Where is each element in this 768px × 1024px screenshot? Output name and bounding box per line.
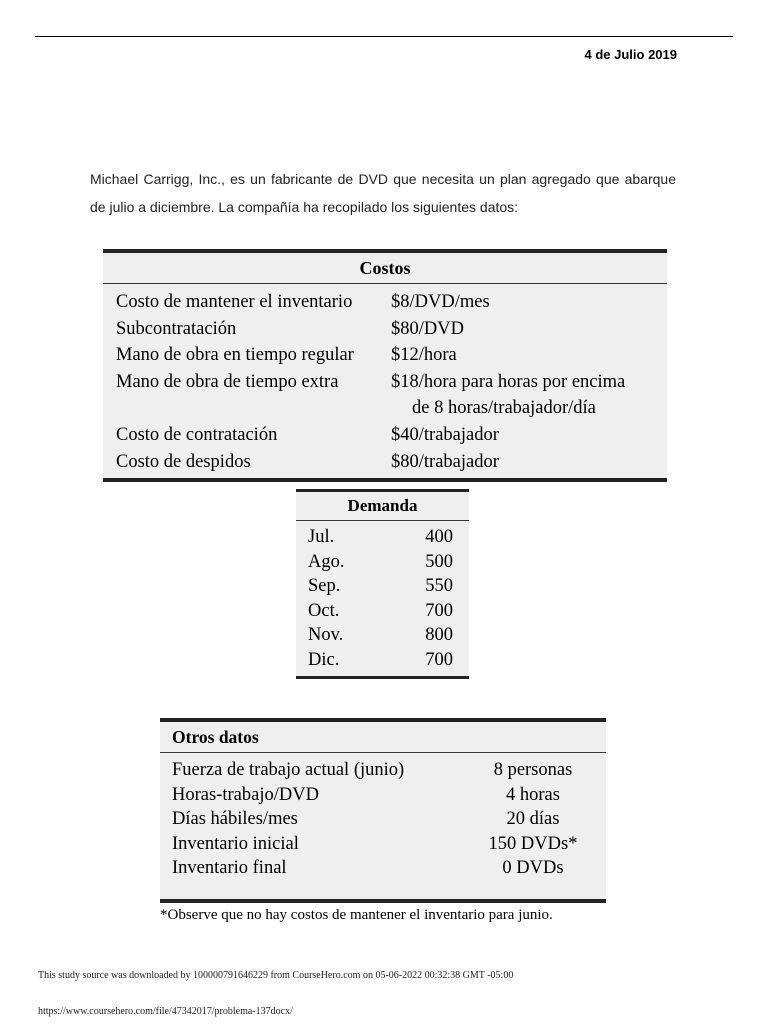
otros-datos-table — [160, 718, 606, 903]
table-row — [103, 395, 667, 422]
cost-label: Mano de obra en tiempo regular — [116, 345, 354, 366]
table-row — [160, 832, 606, 857]
cost-value: $12/hora — [391, 345, 457, 366]
demand-value: 500 — [425, 551, 453, 572]
cost-label — [103, 395, 391, 422]
footnote: *Observe que no hay costos de mantener el inventario para junio. — [160, 907, 553, 923]
demand-value: 400 — [425, 527, 453, 547]
month-label: Ago. — [308, 551, 345, 572]
table-row — [103, 316, 667, 343]
costos-title: Costos — [103, 253, 667, 284]
demanda-table — [296, 489, 469, 679]
cost-label: Subcontratación — [116, 318, 237, 339]
source-url-link[interactable]: https://www.coursehero.com/file/47342017/problema-137docx/ — [38, 1006, 293, 1017]
cost-value: $80/DVD — [391, 318, 464, 339]
costos-table — [103, 249, 667, 482]
demand-value: 550 — [425, 576, 453, 597]
demanda-title: Demanda — [296, 492, 469, 521]
table-row — [103, 422, 667, 449]
table-row — [103, 289, 667, 316]
month-label: Oct. — [308, 600, 340, 621]
cost-label: Mano de obra de tiempo extra — [116, 371, 339, 392]
cost-label: Costo de contratación — [116, 424, 278, 445]
demand-value: 800 — [425, 625, 453, 646]
table-row — [296, 525, 469, 550]
table-row — [160, 758, 606, 783]
cost-value: $40/trabajador — [391, 424, 499, 445]
month-label: Sep. — [308, 576, 341, 597]
data-value: 20 días — [506, 809, 560, 829]
data-label: Horas-trabajo/DVD — [172, 784, 319, 805]
table-row — [296, 648, 469, 673]
data-label: Inventario final — [172, 858, 287, 878]
cost-value: $80/trabajador — [391, 451, 499, 472]
cost-value: $18/hora para horas por encima — [391, 371, 626, 392]
intro-paragraph: Michael Carrigg, Inc., es un fabricante de DVD que necesita un plan agregado que abarque de julio a diciembre. La compañía ha recopilado los siguientes datos: — [90, 171, 676, 215]
table-row — [103, 342, 667, 369]
header-rule — [35, 36, 733, 37]
cost-label: Costo de despidos — [116, 451, 251, 472]
demand-value: 700 — [425, 649, 453, 670]
month-label: Jul. — [308, 527, 335, 547]
data-label: Inventario inicial — [172, 833, 299, 854]
cost-label: Costo de mantener el inventario — [116, 292, 353, 312]
table-row — [103, 369, 667, 396]
otros-title: Otros datos — [160, 722, 606, 753]
source-notice: This study source was downloaded by 100000791646229 from CourseHero.com on 05-06-2022 00:32:38 GMT -05:00 — [38, 970, 514, 981]
table-row — [160, 807, 606, 832]
month-label: Nov. — [308, 625, 344, 646]
table-row — [296, 623, 469, 648]
cost-value-continuation: de 8 horas/trabajador/día — [412, 398, 596, 419]
demand-value: 700 — [425, 600, 453, 621]
table-row — [160, 856, 606, 881]
table-row — [103, 449, 667, 476]
table-row — [296, 574, 469, 599]
table-row — [296, 599, 469, 624]
data-label: Fuerza de trabajo actual (junio) — [172, 760, 405, 780]
document-date: 4 de Julio 2019 — [584, 47, 677, 62]
table-row — [160, 783, 606, 808]
cost-value: $8/DVD/mes — [391, 292, 490, 312]
data-value: 4 horas — [506, 784, 560, 805]
data-value: 150 DVDs* — [488, 833, 578, 854]
month-label: Dic. — [308, 649, 340, 670]
data-value: 8 personas — [493, 760, 573, 780]
data-label: Días hábiles/mes — [172, 809, 298, 829]
data-value: 0 DVDs — [502, 858, 564, 878]
table-row — [296, 550, 469, 575]
